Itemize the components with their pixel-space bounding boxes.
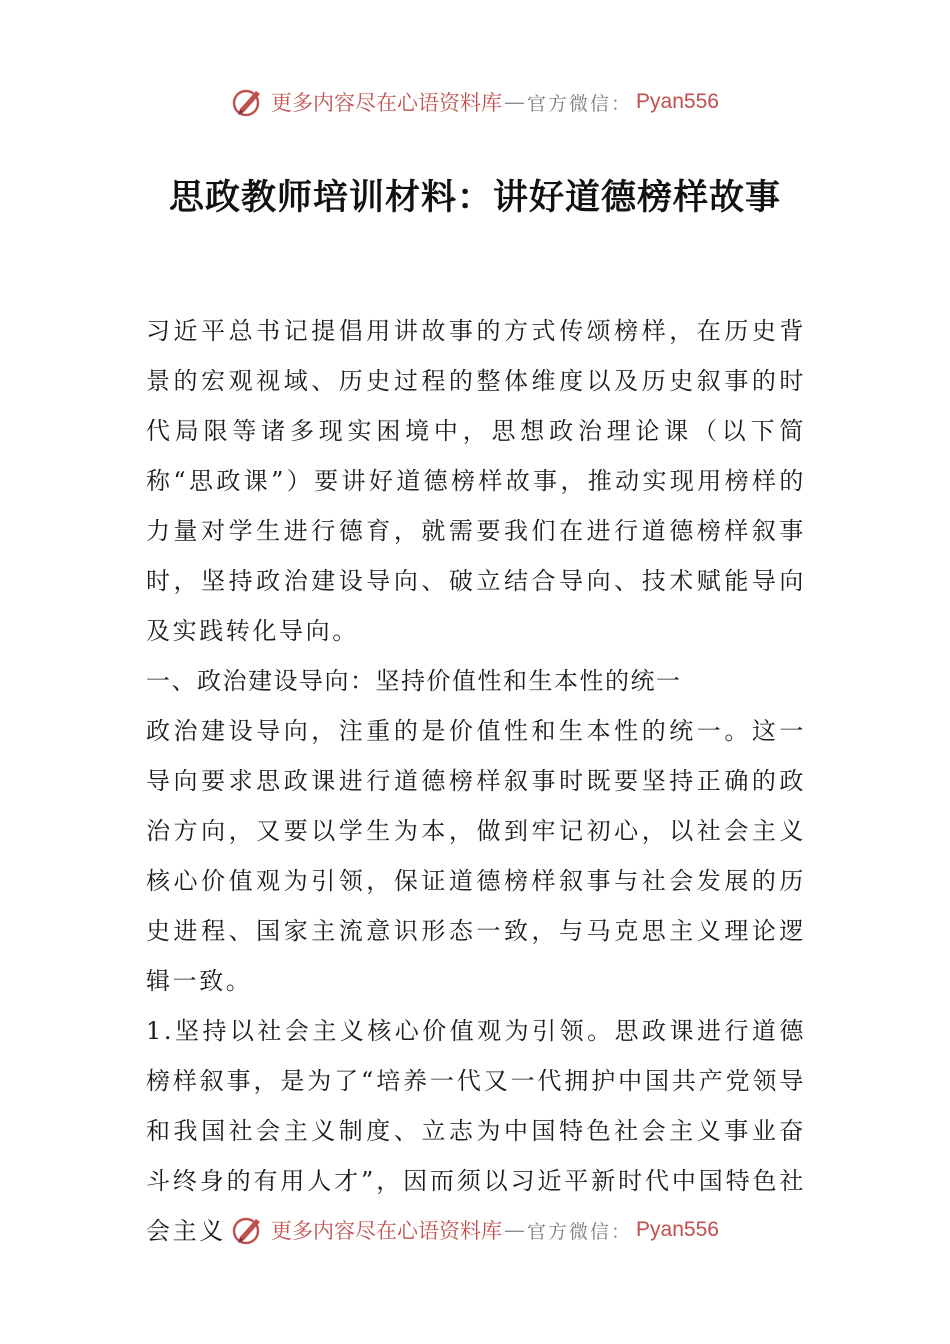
numbered-paragraph: 1.坚持以社会主义核心价值观为引领。思政课进行道德榜样叙事，是为了“培养一代又一代拥护中国共产党领导和我国社会主义制度、立志为中国特色社会主义事业奋斗终身的有用人才”，因而须以习近平新时代中国特色社会主义 — [146, 1017, 806, 1245]
section-paragraph: 政治建设导向，注重的是价值性和生本性的统一。这一导向要求思政课进行道德榜样叙事时既要坚持正确的政治方向，又要以学生为本，做到牢记初心，以社会主义核心价值观为引领，保证道德榜样叙事与社会发展的历史进程、国家主流意识形态一致，与马克思主义理论逻辑一致。 — [146, 717, 806, 995]
document-title: 思政教师培训材料：讲好道德榜样故事 — [168, 177, 781, 218]
banner-wechat-label: 官方微信： — [527, 92, 633, 115]
banner-dash: — — [504, 90, 526, 114]
banner-main-text: 更多内容尽在心语资料库 — [271, 91, 503, 115]
pen-circle-logo-icon — [231, 1213, 265, 1247]
banner-wechat-id: Pyan556 — [636, 90, 719, 113]
header-banner — [0, 80, 950, 124]
banner-main-text: 更多内容尽在心语资料库 — [271, 1219, 503, 1243]
pen-circle-logo-icon — [231, 85, 265, 119]
section-heading: 一、政治建设导向：坚持价值性和生本性的统一 — [146, 667, 682, 695]
footer-banner — [0, 1208, 950, 1252]
banner-dash: — — [504, 1218, 526, 1242]
banner-wechat-id: Pyan556 — [636, 1218, 719, 1241]
intro-paragraph: 习近平总书记提倡用讲故事的方式传颂榜样，在历史背景的宏观视域、历史过程的整体维度以及历史叙事的时代局限等诸多现实困境中，思想政治理论课（以下简称“思政课”）要讲好道德榜样故事，推动实现用榜样的力量对学生进行德育，就需要我们在进行道德榜样叙事时，坚持政治建设导向、破立结合导向、技术赋能导向及实践转化导向。 — [146, 317, 806, 645]
document-body — [146, 306, 806, 1256]
banner-wechat-label: 官方微信： — [527, 1220, 633, 1243]
